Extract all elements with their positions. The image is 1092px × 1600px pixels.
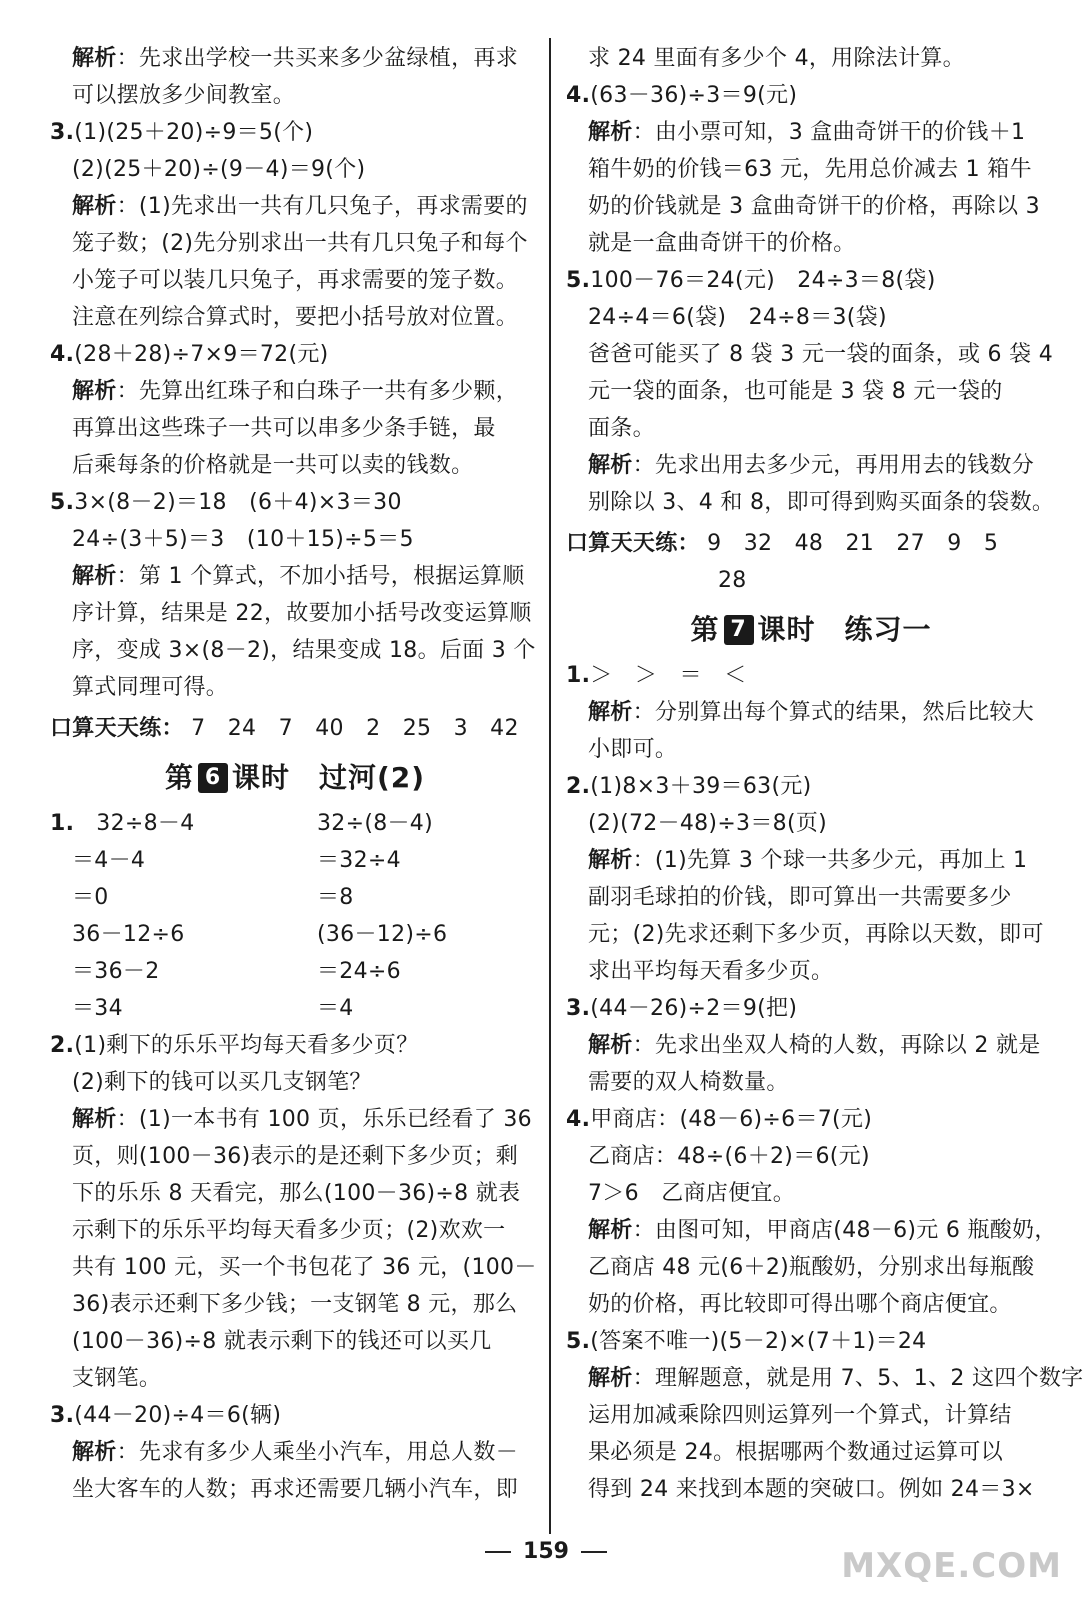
text-line: [566, 1434, 1056, 1471]
text-line: [50, 1138, 540, 1175]
text-line: [50, 521, 540, 558]
heading-title: 课时 过河(2): [231, 761, 426, 794]
oral-practice-label: 口算天天练：: [566, 531, 700, 556]
calc-left-text: 32÷8－4: [96, 811, 195, 836]
calc-left: [50, 916, 317, 953]
text-line: [566, 1101, 1056, 1138]
line-text: 序计算，结果是 22，故要加小括号改变运算顺: [72, 601, 532, 626]
calc-left-text: ＝34: [72, 996, 123, 1021]
text-line: [50, 299, 540, 336]
left-lines: [50, 40, 540, 706]
text-line: [566, 1212, 1056, 1249]
line-text: 解析：(1)先算 3 个球一共多少元，再加上 1: [588, 848, 1028, 873]
line-text: (1)8×3＋39＝63(元): [590, 774, 812, 799]
line-text: 奶的价格，再比较即可得出哪个商店便宜。: [588, 1292, 1012, 1317]
text-line: [50, 558, 540, 595]
text-line: [566, 1064, 1056, 1101]
line-text: (2)(72－48)÷3＝8(页): [588, 811, 828, 836]
line-text: (1)剩下的乐乐平均每天看多少页？: [74, 1033, 419, 1058]
line-text: ＞ ＞ ＝ ＜: [590, 663, 747, 688]
line-text: 解析：分别算出每个算式的结果，然后比较大: [588, 700, 1035, 725]
line-text: 奶的价钱就是 3 盒曲奇饼干的价格，再除以 3: [588, 194, 1040, 219]
text-line: [50, 669, 540, 706]
line-text: 算式同理可得。: [72, 675, 229, 700]
lesson-heading-6: [50, 753, 540, 803]
line-text: 小笼子可以装几只兔子，再求需要的笼子数。: [72, 268, 519, 293]
text-line: [566, 410, 1056, 447]
calc-row: [50, 842, 540, 879]
line-text: 解析：先算出红珠子和白珠子一共有多少颗，: [72, 379, 519, 404]
line-text: 解析：先求出坐双人椅的人数，再除以 2 就是: [588, 1033, 1041, 1058]
calc-right: 32÷(8－4): [317, 811, 433, 836]
text-line: [566, 299, 1056, 336]
text-line: [566, 1397, 1056, 1434]
text-line: [566, 805, 1056, 842]
text-line: [50, 410, 540, 447]
right-column: [566, 40, 1084, 1508]
text-line: [50, 595, 540, 632]
line-text: 就是一盒曲奇饼干的价格。: [588, 231, 856, 256]
calc-left-text: 36－12÷6: [72, 922, 185, 947]
calc-left: [50, 842, 317, 879]
line-text: 乙商店 48 元(6＋2)瓶酸奶，分别求出每瓶酸: [588, 1255, 1035, 1280]
calc-left-text: ＝36－2: [72, 959, 160, 984]
line-text: 解析：理解题意，就是用 7、5、1、2 这四个数字: [588, 1366, 1084, 1391]
line-text: 甲商店：(48－6)÷6＝7(元): [590, 1107, 873, 1132]
text-line: [50, 1286, 540, 1323]
text-line: [566, 916, 1056, 953]
text-line: [50, 484, 540, 521]
calc-row: [50, 805, 540, 842]
line-text: 解析：由图可知，甲商店(48－6)元 6 瓶酸奶，: [588, 1218, 1057, 1243]
line-text: 副羽毛球拍的价钱，即可算出一共需要多少: [588, 885, 1012, 910]
text-line: [566, 1249, 1056, 1286]
heading-prefix: 第: [690, 613, 720, 646]
watermark: MXQE.COM: [841, 1546, 1062, 1586]
calc-left-text: ＝0: [72, 885, 109, 910]
column-divider: [549, 38, 551, 1534]
question-number: 2.: [566, 774, 591, 799]
line-text: 乙商店：48÷(6＋2)＝6(元): [588, 1144, 870, 1169]
text-line: [50, 447, 540, 484]
line-text: 解析：由小票可知，3 盒曲奇饼干的价钱＋1: [588, 120, 1026, 145]
line-text: 可以摆放多少间教室。: [72, 83, 296, 108]
text-line: [566, 188, 1056, 225]
text-line: [50, 1249, 540, 1286]
text-line: [566, 77, 1056, 114]
line-text: 支钢笔。: [72, 1366, 162, 1391]
oral-practice-right: [566, 525, 1056, 562]
question-number: 5.: [566, 268, 591, 293]
question-number: 4.: [566, 1107, 591, 1132]
line-text: 解析：(1)先求出一共有几只兔子，再求需要的: [72, 194, 528, 219]
line-text: (答案不唯一)(5－2)×(7＋1)＝24: [590, 1329, 927, 1354]
text-line: [566, 768, 1056, 805]
text-line: [50, 188, 540, 225]
text-line: [566, 114, 1056, 151]
text-line: [566, 1286, 1056, 1323]
calc-left: [50, 879, 317, 916]
lesson-heading-7: [566, 605, 1056, 655]
text-line: [566, 879, 1056, 916]
text-line: [566, 657, 1056, 694]
line-text: 元；(2)先求还剩下多少页，再除以天数，即可: [588, 922, 1044, 947]
line-text: 解析：(1)一本书有 100 页，乐乐已经看了 36: [72, 1107, 532, 1132]
text-line: [50, 336, 540, 373]
text-line: [50, 1175, 540, 1212]
calc-left: [50, 953, 317, 990]
text-line: [50, 151, 540, 188]
text-line: [566, 1138, 1056, 1175]
right-lines: [566, 40, 1056, 521]
line-text: 24÷(3＋5)＝3 (10＋15)÷5＝5: [72, 527, 414, 552]
calc-row: [50, 879, 540, 916]
line-text: (44－20)÷4＝6(辆): [74, 1403, 282, 1428]
text-line: [50, 1212, 540, 1249]
text-line: [50, 1064, 540, 1101]
oral-practice-values-2: 28: [718, 568, 747, 593]
question-number: 4.: [50, 342, 75, 367]
text-line: [50, 1101, 540, 1138]
line-text: 解析：先求有多少人乘坐小汽车，用总人数－: [72, 1440, 519, 1465]
text-line: [566, 336, 1056, 373]
text-line: [50, 1323, 540, 1360]
line-text: 爸爸可能买了 8 袋 3 元一袋的面条，或 6 袋 4: [588, 342, 1054, 367]
line-text: 得到 24 来找到本题的突破口。例如 24＝3×: [588, 1477, 1035, 1502]
text-line: [50, 1027, 540, 1064]
text-line: [566, 1027, 1056, 1064]
question-number: 3.: [50, 120, 75, 145]
line-text: 下的乐乐 8 天看完，那么(100－36)÷8 就表: [72, 1181, 521, 1206]
line-text: (2)剩下的钱可以买几支钢笔？: [72, 1070, 372, 1095]
text-line: [50, 40, 540, 77]
calc-left-text: ＝4－4: [72, 848, 146, 873]
oral-practice-values: 7 24 7 40 2 25 3 42: [191, 716, 519, 741]
line-text: 共有 100 元，买一个书包花了 36 元，(100－: [72, 1255, 537, 1280]
question-number: 4.: [566, 83, 591, 108]
line-text: 页，则(100－36)表示的是还剩下多少页；剩: [72, 1144, 519, 1169]
page-number-text: 159: [523, 1539, 569, 1564]
question-number: 1.: [566, 663, 591, 688]
line-text: (63－36)÷3＝9(元): [590, 83, 798, 108]
text-line: [566, 151, 1056, 188]
line-text: 解析：先求出用去多少元，再用用去的钱数分: [588, 453, 1035, 478]
line-text: 解析：先求出学校一共买来多少盆绿植，再求: [72, 46, 519, 71]
oral-practice-label: 口算天天练：: [50, 716, 184, 741]
text-line: [566, 225, 1056, 262]
line-text: 序，变成 3×(8－2)，结果变成 18。后面 3 个: [72, 638, 536, 663]
lesson-number-badge: 6: [198, 763, 228, 793]
line-text: 小即可。: [588, 737, 678, 762]
right-lines-2: [566, 657, 1084, 1508]
text-line: [50, 1360, 540, 1397]
calc-row: [50, 953, 540, 990]
line-text: 求 24 里面有多少个 4，用除法计算。: [588, 46, 965, 71]
line-text: 后乘每条的价格就是一共可以卖的钱数。: [72, 453, 474, 478]
calc-left: [50, 990, 317, 1027]
lesson-number-badge: 7: [724, 615, 754, 645]
text-line: [50, 225, 540, 262]
left-lines-2: [50, 1027, 540, 1508]
question-number: 5.: [566, 1329, 591, 1354]
line-text: (2)(25＋20)÷(9－4)＝9(个): [72, 157, 366, 182]
line-text: 运用加减乘除四则运算列一个算式，计算结: [588, 1403, 1012, 1428]
text-line: [50, 632, 540, 669]
text-line: [50, 114, 540, 151]
question-number: 3.: [566, 996, 591, 1021]
line-text: 100－76＝24(元) 24÷3＝8(袋): [590, 268, 936, 293]
line-text: 元一袋的面条，也可能是 3 袋 8 元一袋的: [588, 379, 1003, 404]
oral-practice-left: [50, 710, 540, 747]
text-line: [566, 447, 1056, 484]
heading-title: 课时 练习一: [757, 613, 932, 646]
calc-right: ＝32÷4: [317, 848, 401, 873]
line-text: (1)(25＋20)÷9＝5(个): [74, 120, 314, 145]
calc-right: ＝4: [317, 996, 354, 1021]
line-text: 别除以 3、4 和 8，即可得到购买面条的袋数。: [588, 490, 1055, 515]
text-line: [566, 1323, 1056, 1360]
question-number: 1.: [50, 811, 75, 836]
calc-right: ＝8: [317, 885, 354, 910]
text-line: [566, 1471, 1056, 1508]
text-line: [566, 694, 1056, 731]
line-text: 示剩下的乐乐平均每天看多少页；(2)欢欢一: [72, 1218, 506, 1243]
line-text: 箱牛奶的价钱＝63 元，先用总价减去 1 箱牛: [588, 157, 1032, 182]
line-text: 需要的双人椅数量。: [588, 1070, 789, 1095]
line-text: 果必须是 24。根据哪两个数通过运算可以: [588, 1440, 1003, 1465]
text-line: [566, 1360, 1084, 1397]
calc-row: [50, 916, 540, 953]
line-text: 7＞6 乙商店便宜。: [588, 1181, 795, 1206]
line-text: 24÷4＝6(袋) 24÷8＝3(袋): [588, 305, 887, 330]
text-line: [50, 1397, 540, 1434]
text-line: [50, 1434, 540, 1471]
line-text: 36)表示还剩下多少钱；一支钢笔 8 元，那么: [72, 1292, 518, 1317]
calc-right: ＝24÷6: [317, 959, 401, 984]
line-text: 求出平均每天看多少页。: [588, 959, 834, 984]
line-text: 注意在列综合算式时，要把小括号放对位置。: [72, 305, 519, 330]
text-line: [50, 373, 540, 410]
text-line: [50, 262, 540, 299]
text-line: [566, 990, 1056, 1027]
line-text: 面条。: [588, 416, 655, 441]
page-number-dash-left: [485, 1551, 511, 1553]
calc-right: (36－12)÷6: [317, 922, 448, 947]
oral-practice-right-cont: [566, 562, 1056, 599]
text-line: [566, 40, 1056, 77]
line-text: (28＋28)÷7×9＝72(元): [74, 342, 329, 367]
text-line: [566, 373, 1056, 410]
calc-row: [50, 990, 540, 1027]
line-text: 3×(8－2)＝18 (6＋4)×3＝30: [74, 490, 402, 515]
text-line: [566, 1175, 1056, 1212]
calc-block: [50, 805, 540, 1027]
text-line: [566, 484, 1056, 521]
text-line: [50, 1471, 540, 1508]
heading-prefix: 第: [164, 761, 194, 794]
line-text: 解析：第 1 个算式，不加小括号，根据运算顺: [72, 564, 525, 589]
question-number: 2.: [50, 1033, 75, 1058]
line-text: (100－36)÷8 就表示剩下的钱还可以买几: [72, 1329, 492, 1354]
line-text: 坐大客车的人数；再求还需要几辆小汽车，即: [72, 1477, 519, 1502]
page-number-dash-right: [581, 1551, 607, 1553]
calc-left: [50, 805, 317, 842]
left-column: [50, 40, 540, 1508]
question-number: 3.: [50, 1403, 75, 1428]
text-line: [566, 953, 1056, 990]
text-line: [50, 77, 540, 114]
text-line: [566, 731, 1056, 768]
question-number: 5.: [50, 490, 75, 515]
line-text: 笼子数；(2)先分别求出一共有几只兔子和每个: [72, 231, 528, 256]
text-line: [566, 842, 1056, 879]
text-line: [566, 262, 1056, 299]
line-text: (44－26)÷2＝9(把): [590, 996, 798, 1021]
line-text: 再算出这些珠子一共可以串多少条手链，最: [72, 416, 496, 441]
oral-practice-values: 9 32 48 21 27 9 5: [707, 531, 999, 556]
